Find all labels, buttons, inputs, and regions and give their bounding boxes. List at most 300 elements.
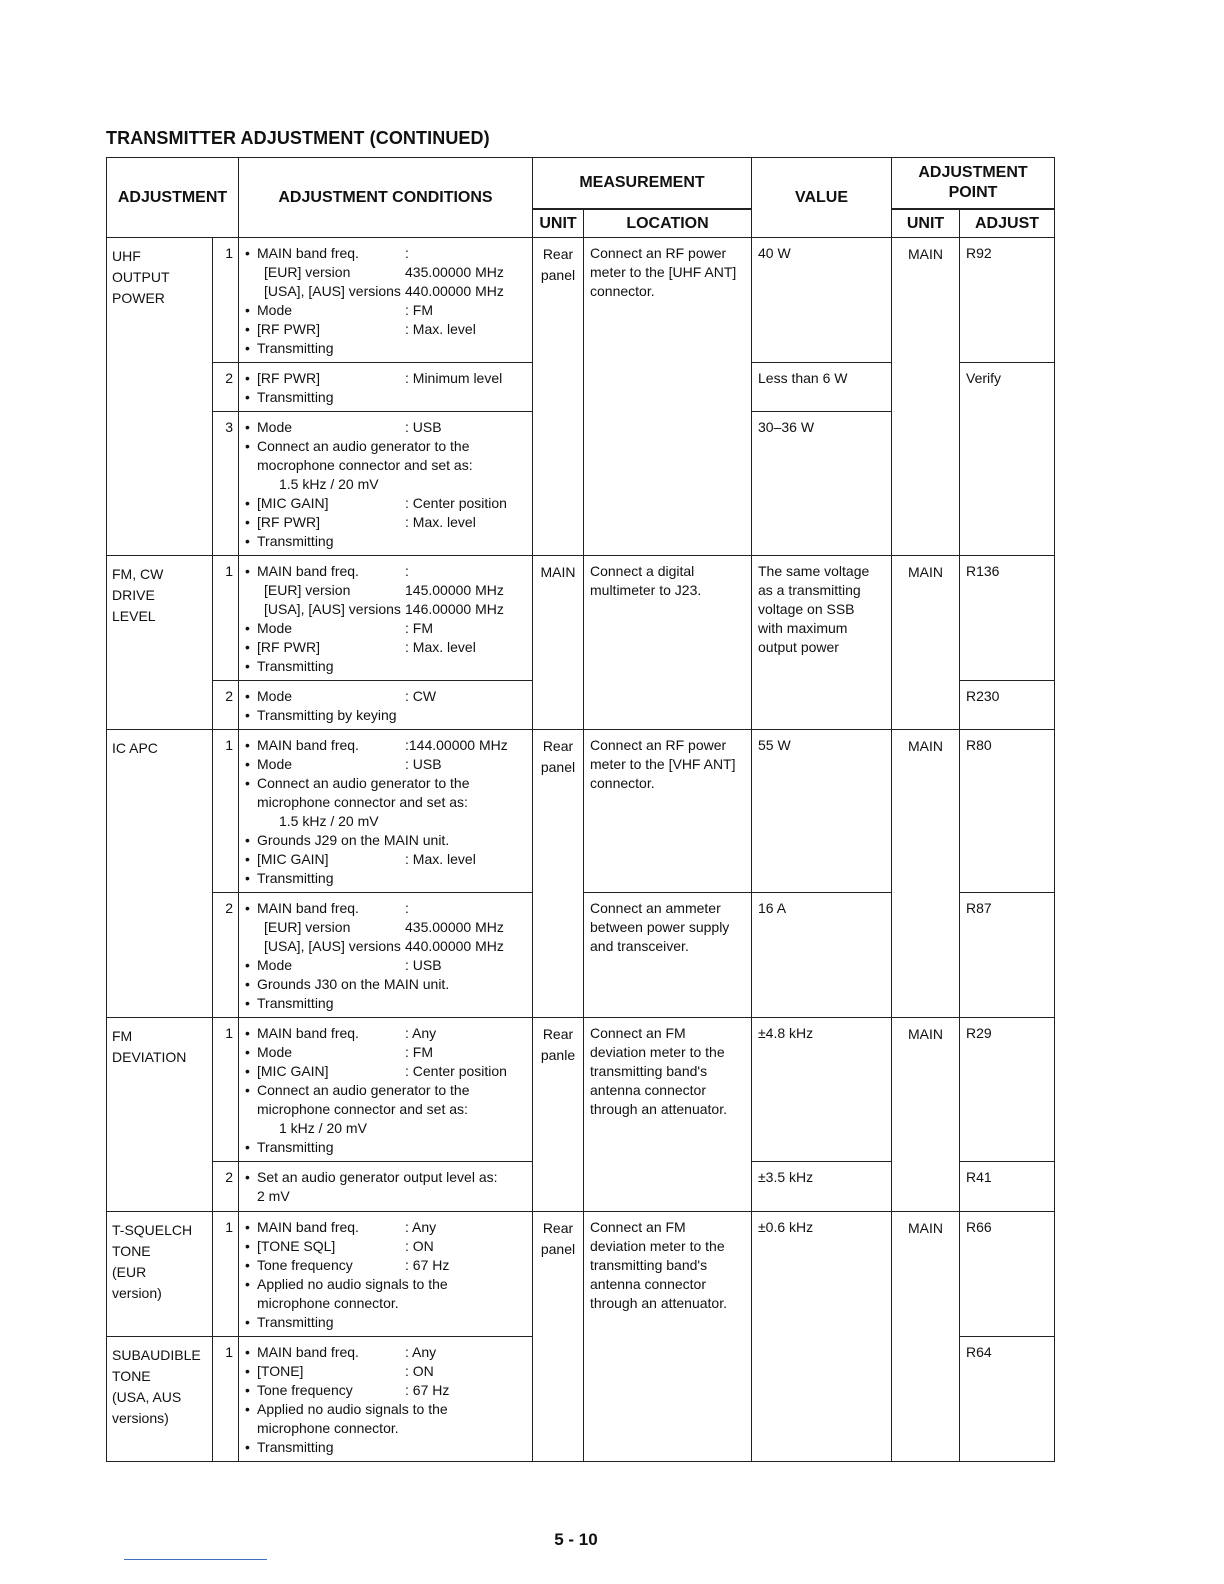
cell-text: 1 [225, 1025, 233, 1041]
bullet-icon: • [245, 1025, 250, 1041]
condition-setting: 1.5 kHz / 20 mV [279, 476, 379, 492]
measurement-unit [533, 1018, 584, 1212]
bullet-icon: • [245, 1169, 250, 1185]
measurement-unit [533, 556, 584, 730]
footer-rule [124, 1559, 267, 1560]
condition-key: Transmitting [257, 340, 334, 356]
text-line: UHF [112, 248, 141, 264]
condition-line [245, 1024, 526, 1043]
condition-key: [RF PWR] [257, 514, 320, 530]
condition-line [245, 755, 526, 774]
condition-line [245, 437, 526, 456]
cell-text [107, 1212, 212, 1308]
cell-text [584, 1018, 751, 1123]
bullet-icon: • [245, 688, 250, 704]
cell-text: R29 [966, 1025, 992, 1041]
text-line: versions) [112, 1410, 169, 1426]
text-line: T-SQUELCH [112, 1222, 193, 1238]
text-line: Connect an FM [590, 1025, 686, 1041]
conditions-list [239, 238, 532, 362]
condition-subline [245, 600, 526, 619]
condition-subline [245, 937, 526, 956]
text-line: deviation meter to the [590, 1044, 725, 1060]
adjust-point [960, 1212, 1055, 1337]
bullet-icon: • [245, 832, 250, 848]
condition-value: : Any [405, 1219, 437, 1235]
condition-key: Transmitting [257, 1139, 334, 1155]
text-line: connector. [590, 775, 655, 791]
cell-text: 2 [225, 1169, 233, 1185]
text-line: with maximum [758, 620, 848, 636]
adjust-point [960, 238, 1055, 363]
condition-value: :144.00000 MHz [405, 737, 508, 753]
text-line: antenna connector [590, 1082, 706, 1098]
condition-value: : FM [405, 1044, 433, 1060]
header-conditions: ADJUSTMENT CONDITIONS [239, 158, 533, 238]
condition-value: : FM [405, 620, 433, 636]
condition-line [245, 1218, 526, 1237]
condition-key: Grounds J29 on the MAIN unit. [257, 832, 450, 848]
step-number [213, 1212, 239, 1337]
value [752, 1212, 892, 1462]
header-meas-unit: UNIT [533, 209, 584, 238]
condition-value: : USB [405, 419, 442, 435]
text-line: panel [540, 1241, 576, 1257]
condition-key: Applied no audio signals to the [257, 1401, 448, 1417]
cell-text: R136 [966, 563, 1000, 579]
cell-text: ±4.8 kHz [758, 1025, 814, 1041]
conditions-list [239, 1337, 532, 1461]
step-number [213, 1018, 239, 1162]
condition-value: : CW [405, 688, 437, 704]
bullet-icon: • [245, 620, 250, 636]
measurement-unit [533, 238, 584, 556]
condition-value: 146.00000 MHz [405, 601, 504, 617]
text-line: meter to the [UHF ANT] [590, 264, 737, 280]
condition-continuation: microphone connector. [257, 1295, 399, 1311]
condition-line [245, 1043, 526, 1062]
text-line: multimeter to J23. [590, 582, 702, 598]
condition-line [245, 619, 526, 638]
condition-key: [TONE SQL] [257, 1238, 336, 1254]
text-line: MAIN [540, 564, 576, 580]
table-row [107, 1018, 1055, 1162]
bullet-icon: • [245, 302, 250, 318]
conditions-list [239, 1162, 532, 1210]
condition-continuation: mocrophone connector and set as: [257, 457, 473, 473]
cell-text: R92 [966, 245, 992, 261]
text-line: Connect an FM [590, 1219, 686, 1235]
conditions-list [239, 556, 532, 680]
condition-line [245, 1081, 526, 1100]
cell-text [584, 730, 751, 797]
cell-text: 55 W [758, 737, 791, 753]
step-conditions [239, 1018, 533, 1162]
condition-key: Transmitting [257, 389, 334, 405]
condition-value: : USB [405, 756, 442, 772]
bullet-icon: • [245, 245, 250, 261]
condition-key: [MIC GAIN] [257, 1063, 329, 1079]
conditions-list [239, 412, 532, 555]
bullet-icon: • [245, 707, 250, 723]
cell-text: MAIN [908, 1220, 943, 1236]
cell-text: 3 [225, 419, 233, 435]
condition-key: MAIN band freq. [257, 1025, 359, 1041]
condition-key: MAIN band freq. [257, 563, 359, 579]
condition-continuation: microphone connector. [257, 1420, 399, 1436]
adjust-point [960, 556, 1055, 681]
condition-key: Mode [257, 419, 293, 435]
condition-line [245, 494, 526, 513]
bullet-icon: • [245, 1139, 250, 1155]
condition-value: : Center position [405, 1063, 507, 1079]
bullet-icon: • [245, 900, 250, 916]
value [752, 1162, 892, 1212]
condition-key: [USA], [AUS] versions [264, 601, 401, 617]
text-line: POWER [112, 290, 165, 306]
bullet-icon: • [245, 1344, 250, 1360]
text-line: FM, CW [112, 566, 164, 582]
bullet-icon: • [245, 1082, 250, 1098]
bullet-icon: • [245, 658, 250, 674]
text-line: voltage on SSB [758, 601, 855, 617]
adjust-point [960, 363, 1055, 556]
condition-line [245, 1381, 526, 1400]
step-number [213, 238, 239, 363]
bullet-icon: • [245, 1063, 250, 1079]
condition-line [245, 418, 526, 437]
text-line: Rear [542, 246, 574, 262]
bullet-icon: • [245, 514, 250, 530]
text-line: Connect an RF power [590, 737, 727, 753]
condition-value: : Max. level [405, 321, 476, 337]
condition-value: : Center position [405, 495, 507, 511]
text-line: version) [112, 1285, 162, 1301]
condition-key: [MIC GAIN] [257, 495, 329, 511]
text-line: transmitting band's [590, 1257, 708, 1273]
text-line: through an attenuator. [590, 1295, 727, 1311]
condition-key: Mode [257, 1044, 293, 1060]
condition-key: Transmitting [257, 533, 334, 549]
bullet-icon: • [245, 756, 250, 772]
conditions-list [239, 730, 532, 892]
text-line: through an attenuator. [590, 1101, 727, 1117]
condition-line [245, 320, 526, 339]
condition-key: MAIN band freq. [257, 245, 359, 261]
value [752, 556, 892, 730]
condition-line [245, 1256, 526, 1275]
cell-text: MAIN [908, 1026, 943, 1042]
text-line: panel [540, 267, 576, 283]
text-line: (EUR [112, 1264, 147, 1280]
bullet-icon: • [245, 1401, 250, 1417]
adjust-point [960, 1337, 1055, 1462]
bullet-icon: • [245, 1276, 250, 1292]
cell-text: Less than 6 W [758, 370, 848, 386]
condition-key: [USA], [AUS] versions [264, 938, 401, 954]
header-point-unit: UNIT [892, 209, 960, 238]
adjustment-item-fm-deviation [107, 1018, 213, 1212]
condition-line [245, 1275, 526, 1294]
condition-value: : Max. level [405, 851, 476, 867]
bullet-icon: • [245, 495, 250, 511]
text-line: TONE [112, 1243, 151, 1259]
bullet-icon: • [245, 775, 250, 791]
step-conditions [239, 681, 533, 730]
text-line: FM [112, 1028, 133, 1044]
cell-text: 2 [225, 370, 233, 386]
condition-value: : Max. level [405, 514, 476, 530]
adjustment-table [106, 157, 1055, 1462]
text-line: Rear [542, 1026, 574, 1042]
step-conditions [239, 238, 533, 363]
cell-text: R64 [966, 1344, 992, 1360]
bullet-icon: • [245, 1363, 250, 1379]
table-row [107, 1212, 1055, 1337]
cell-text: Verify [966, 370, 1002, 386]
adjustment-item-subaudible-tone [107, 1337, 213, 1462]
adjust-point [960, 1018, 1055, 1162]
condition-line [245, 513, 526, 532]
cell-text [584, 556, 751, 604]
condition-key: Mode [257, 756, 293, 772]
condition-key: Tone frequency [257, 1257, 353, 1273]
bullet-icon: • [245, 1314, 250, 1330]
bullet-icon: • [245, 438, 250, 454]
condition-value: : FM [405, 302, 433, 318]
header-point-adjust: ADJUST [960, 209, 1055, 238]
condition-subline [245, 282, 526, 301]
condition-key: Tone frequency [257, 1382, 353, 1398]
cell-text [533, 1018, 583, 1070]
condition-line [245, 638, 526, 657]
bullet-icon: • [245, 639, 250, 655]
adjust-point [960, 1162, 1055, 1212]
condition-key: [TONE] [257, 1363, 304, 1379]
condition-key: Applied no audio signals to the [257, 1276, 448, 1292]
cell-text: ±0.6 kHz [758, 1219, 814, 1235]
condition-key: Connect an audio generator to the [257, 438, 470, 454]
condition-value: : ON [405, 1238, 434, 1254]
cell-text [107, 1337, 212, 1433]
condition-line [245, 1237, 526, 1256]
bullet-icon: • [245, 340, 250, 356]
condition-line [245, 369, 526, 388]
condition-continuation: 2 mV [257, 1188, 290, 1204]
measurement-location [584, 1018, 752, 1212]
adjustment-item-drive-level [107, 556, 213, 730]
step-conditions [239, 412, 533, 556]
bullet-icon: • [245, 389, 250, 405]
condition-line [245, 657, 526, 676]
value [752, 730, 892, 893]
condition-line [245, 850, 526, 869]
bullet-icon: • [245, 1044, 250, 1060]
cell-text: 1 [225, 1219, 233, 1235]
condition-value: : Any [405, 1025, 437, 1041]
adjustment-item-t-squelch-tone [107, 1212, 213, 1337]
condition-key: Transmitting [257, 870, 334, 886]
bullet-icon: • [245, 370, 250, 386]
table-row [107, 556, 1055, 681]
adjustment-unit [892, 556, 960, 730]
bullet-icon: • [245, 419, 250, 435]
cell-text [533, 730, 583, 782]
adjustment-unit [892, 1018, 960, 1212]
text-line: Connect an ammeter [590, 900, 721, 916]
adjust-point [960, 730, 1055, 893]
bullet-icon: • [245, 1257, 250, 1273]
condition-line [245, 1438, 526, 1457]
condition-line [245, 1168, 526, 1187]
cell-text: ±3.5 kHz [758, 1169, 814, 1185]
cell-text: R87 [966, 900, 992, 916]
condition-line [245, 1138, 526, 1157]
condition-line [245, 244, 526, 263]
header-value: VALUE [752, 158, 892, 238]
bullet-icon: • [245, 1219, 250, 1235]
bullet-icon: • [245, 957, 250, 973]
bullet-icon: • [245, 1439, 250, 1455]
header-adjustment: ADJUSTMENT [107, 158, 239, 238]
cell-text [752, 556, 891, 661]
condition-line [245, 532, 526, 551]
cell-text [533, 556, 583, 587]
condition-key: Mode [257, 620, 293, 636]
condition-value: 440.00000 MHz [405, 283, 504, 299]
condition-key: Connect an audio generator to the [257, 775, 470, 791]
condition-key: MAIN band freq. [257, 900, 359, 916]
measurement-unit [533, 730, 584, 1018]
conditions-list [239, 1212, 532, 1336]
condition-value: : [405, 245, 409, 261]
step-conditions [239, 730, 533, 893]
text-line: transmitting band's [590, 1063, 708, 1079]
condition-continuation: microphone connector and set as: [257, 1101, 468, 1117]
value [752, 412, 892, 556]
cell-text [584, 1212, 751, 1317]
table-row [107, 730, 1055, 893]
condition-key: Transmitting [257, 1314, 334, 1330]
condition-key: Transmitting by keying [257, 707, 397, 723]
cell-text: 2 [225, 688, 233, 704]
condition-key: Grounds J30 on the MAIN unit. [257, 976, 450, 992]
header-adjustment-point: ADJUSTMENT POINT [892, 158, 1055, 210]
condition-line [245, 1313, 526, 1332]
cell-text: 1 [225, 1344, 233, 1360]
text-line: deviation meter to the [590, 1238, 725, 1254]
table-row [107, 238, 1055, 363]
bullet-icon: • [245, 870, 250, 886]
adjustment-unit [892, 238, 960, 556]
text-line: DEVIATION [112, 1049, 187, 1065]
condition-value: 440.00000 MHz [405, 938, 504, 954]
conditions-list [239, 681, 532, 729]
condition-line [245, 1362, 526, 1381]
step-number [213, 363, 239, 412]
bullet-icon: • [245, 1238, 250, 1254]
value [752, 363, 892, 412]
condition-line [245, 956, 526, 975]
measurement-unit [533, 1212, 584, 1462]
cell-text: MAIN [908, 246, 943, 262]
condition-key: Mode [257, 957, 293, 973]
cell-text: MAIN [908, 564, 943, 580]
step-conditions [239, 363, 533, 412]
cell-text [584, 893, 751, 960]
condition-line [245, 899, 526, 918]
adjustment-unit [892, 730, 960, 1018]
condition-key: MAIN band freq. [257, 1344, 359, 1360]
measurement-location [584, 238, 752, 556]
condition-value: 145.00000 MHz [405, 582, 504, 598]
text-line: as a transmitting [758, 582, 861, 598]
step-number [213, 412, 239, 556]
text-line: panle [540, 1047, 576, 1063]
step-conditions [239, 1162, 533, 1212]
condition-value: 435.00000 MHz [405, 919, 504, 935]
cell-text [533, 238, 583, 290]
text-line: panel [540, 759, 576, 775]
cell-text [107, 556, 212, 631]
condition-setting: 1.5 kHz / 20 mV [279, 813, 379, 829]
condition-setting: 1 kHz / 20 mV [279, 1120, 367, 1136]
page-number: 5 - 10 [554, 1530, 598, 1549]
condition-key: Set an audio generator output level as: [257, 1169, 498, 1185]
text-line: Connect an RF power [590, 245, 727, 261]
condition-value: : [405, 563, 409, 579]
text-line: connector. [590, 283, 655, 299]
text-line: Connect a digital [590, 563, 695, 579]
measurement-location [584, 556, 752, 730]
text-line: Rear [542, 738, 574, 754]
step-number [213, 1337, 239, 1462]
condition-subline [245, 581, 526, 600]
cell-text: 1 [225, 737, 233, 753]
condition-key: [EUR] version [264, 582, 351, 598]
condition-subline [245, 263, 526, 282]
condition-key: Mode [257, 688, 293, 704]
step-number [213, 730, 239, 893]
condition-key: Transmitting [257, 1439, 334, 1455]
cell-text [107, 238, 212, 313]
condition-key: [MIC GAIN] [257, 851, 329, 867]
text-line: (USA, AUS [112, 1389, 182, 1405]
text-line: meter to the [VHF ANT] [590, 756, 736, 772]
text-line: TONE [112, 1368, 151, 1384]
condition-key: [USA], [AUS] versions [264, 283, 401, 299]
condition-line [245, 1062, 526, 1081]
condition-line [245, 301, 526, 320]
condition-line [245, 706, 526, 725]
header-meas-location: LOCATION [584, 209, 752, 238]
condition-line [245, 388, 526, 407]
condition-continuation: microphone connector and set as: [257, 794, 468, 810]
cell-text: R66 [966, 1219, 992, 1235]
value [752, 238, 892, 363]
condition-value: : USB [405, 957, 442, 973]
text-line: SUBAUDIBLE [112, 1347, 201, 1363]
condition-key: [RF PWR] [257, 639, 320, 655]
bullet-icon: • [245, 1382, 250, 1398]
text-line: OUTPUT [112, 269, 170, 285]
cell-text: R80 [966, 737, 992, 753]
value [752, 1018, 892, 1162]
bullet-icon: • [245, 533, 250, 549]
condition-key: MAIN band freq. [257, 1219, 359, 1235]
condition-value: : ON [405, 1363, 434, 1379]
condition-key: Transmitting [257, 658, 334, 674]
